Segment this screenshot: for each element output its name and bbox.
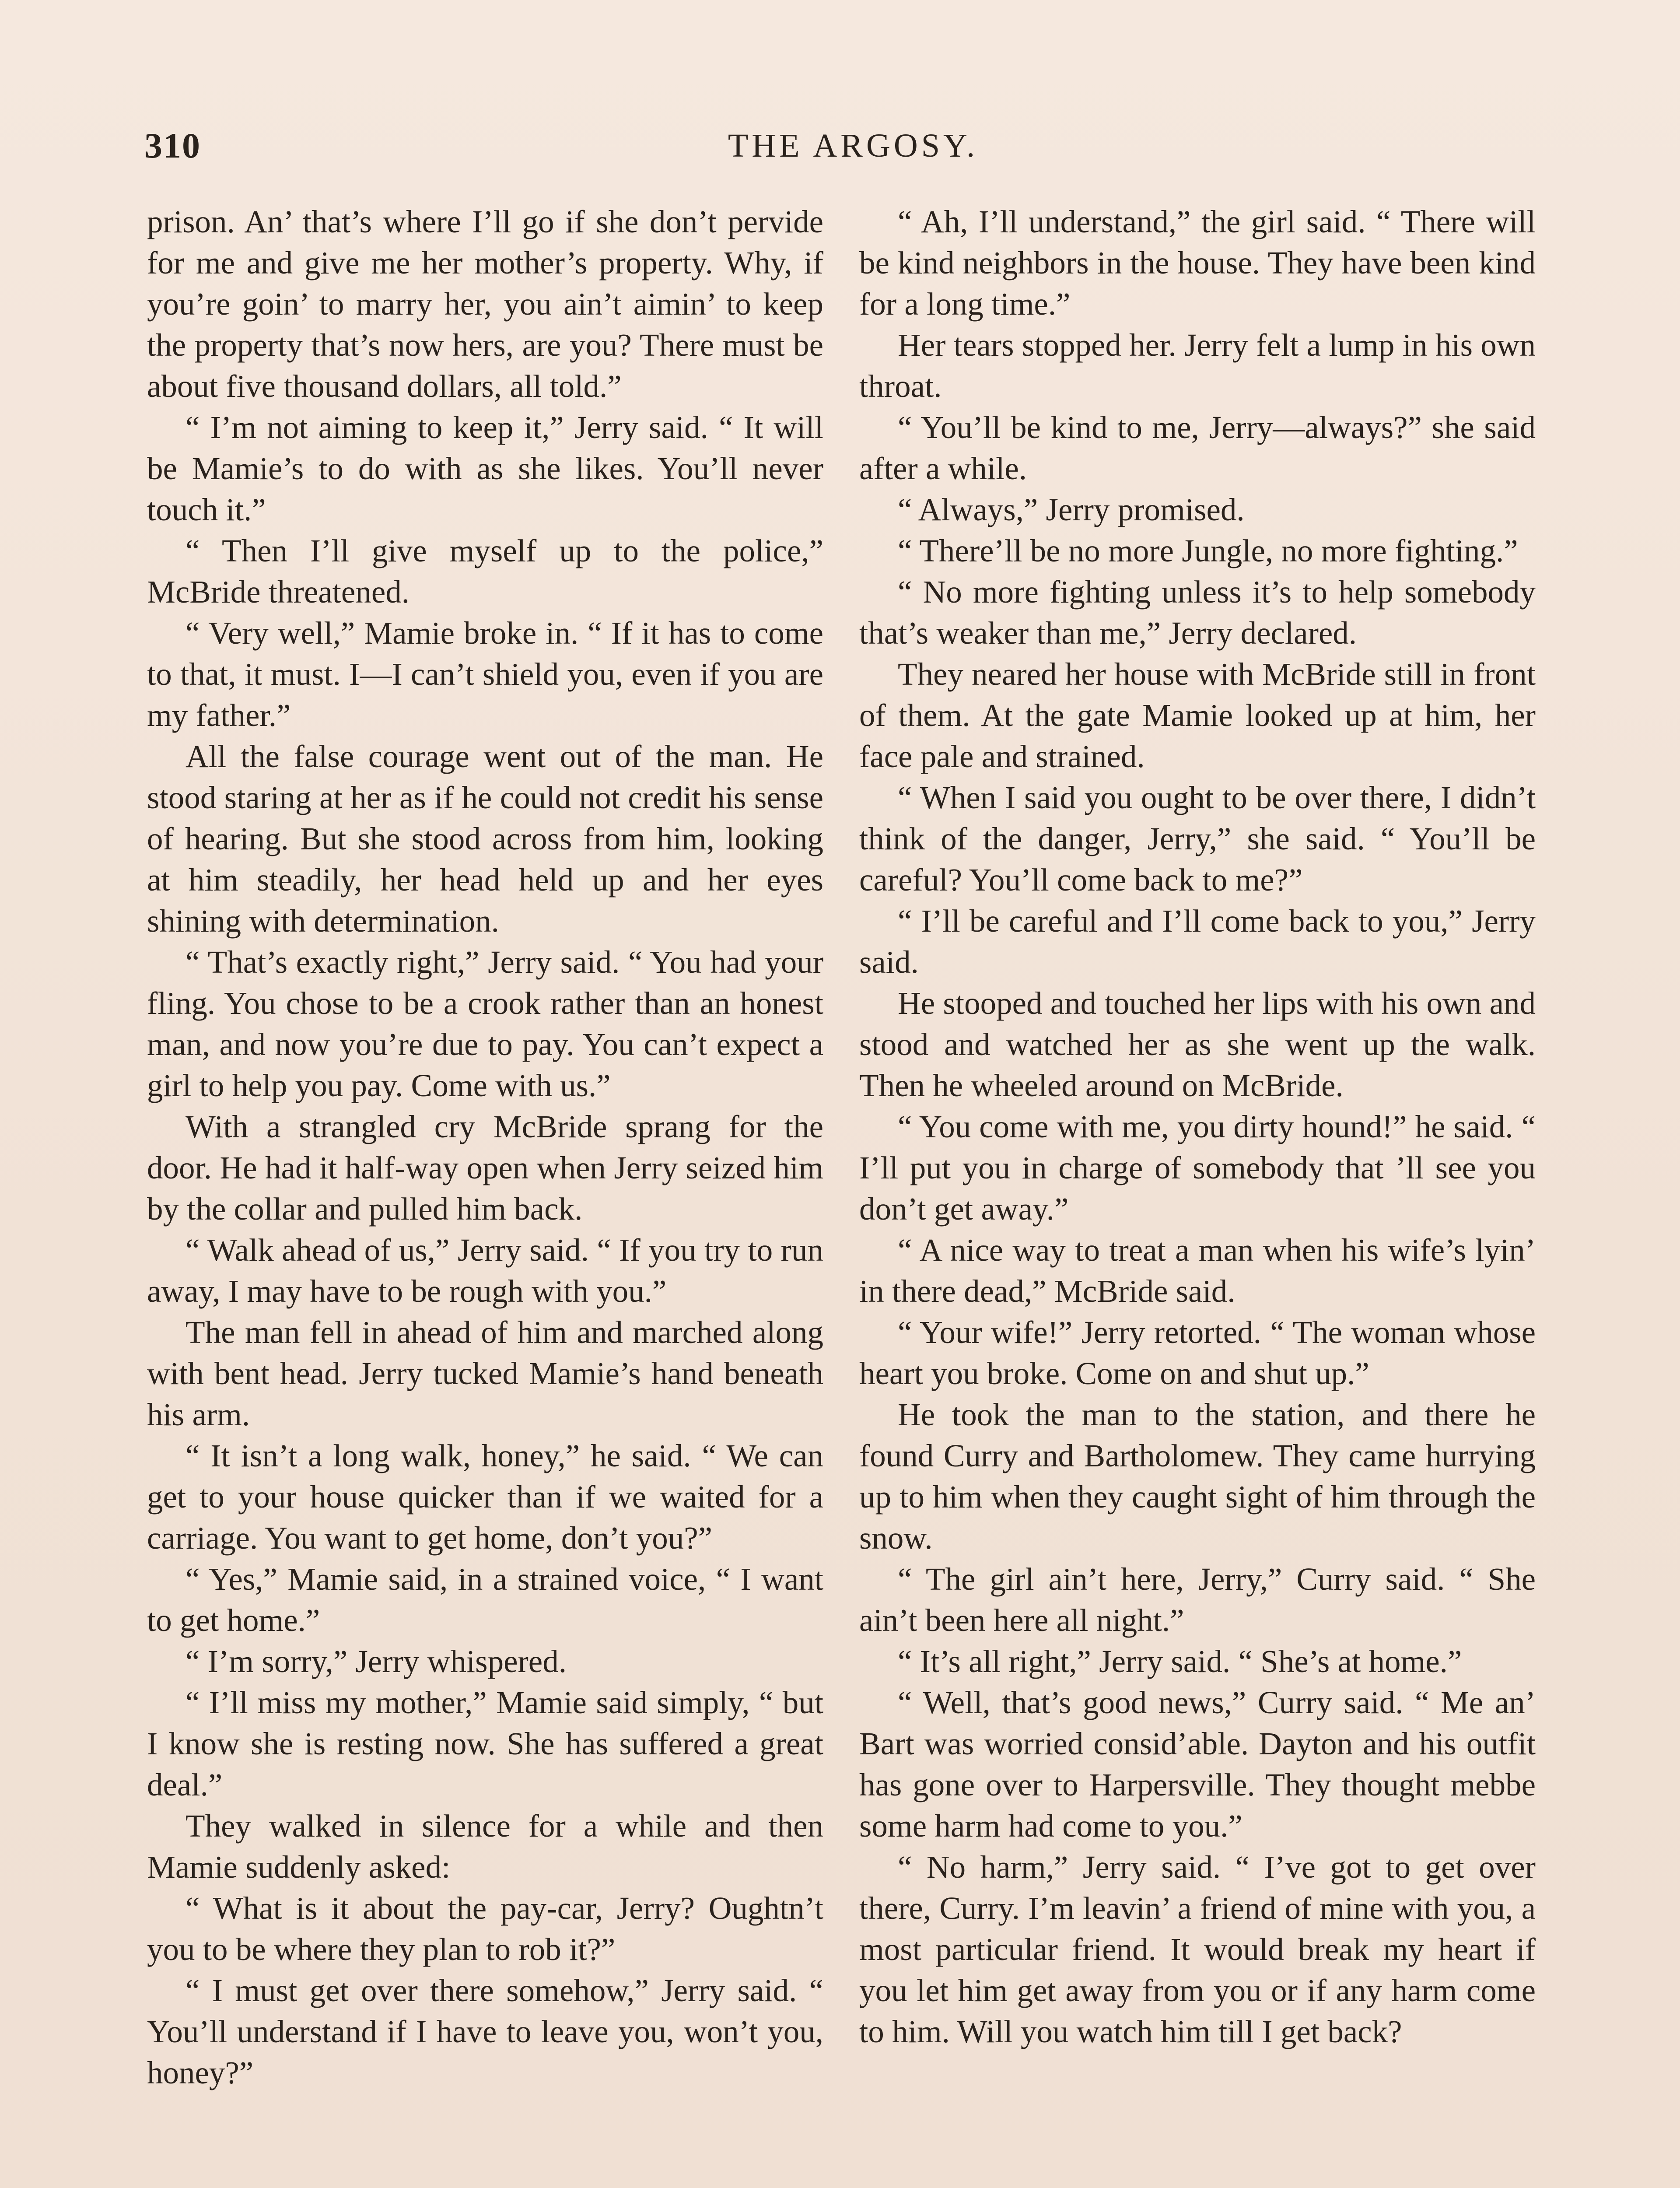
paragraph: They walked in silence for a while and then Mamie suddenly asked: (147, 1808, 823, 1885)
paragraph: “ It’s all right,” Jerry said. “ She’s at home.” (898, 1644, 1462, 1679)
paragraph: “ No harm,” Jerry said. “ I’ve got to get over there, Curry. I’m leavin’ a friend of mine with you, a most particular friend. It would break my heart if you let him get away from you or if any harm come to him. Will you watch him till I get back? (859, 1849, 1536, 2049)
paragraph: “ Very well,” Mamie broke in. “ If it has to come to that, it must. I—I can’t shield you, even if you are my father.” (147, 615, 823, 733)
paragraph: “ When I said you ought to be over there, I didn’t think of the danger, Jerry,” she said. “ You’ll be careful? You’ll come back to me?” (859, 780, 1536, 898)
paragraph: “ What is it about the pay-car, Jerry? Oughtn’t you to be where they plan to rob it?” (147, 1890, 823, 1967)
paragraph: With a strangled cry McBride sprang for the door. He had it half-way open when Jerry seized him by the collar and pulled him back. (147, 1109, 823, 1227)
paragraph: “ Walk ahead of us,” Jerry said. “ If you try to run away, I may have to be rough with you.” (147, 1232, 823, 1309)
paragraph: Her tears stopped her. Jerry felt a lump in his own throat. (859, 327, 1536, 404)
page-number: 310 (144, 126, 201, 165)
paragraph: They neared her house with McBride still in front of them. At the gate Mamie looked up at him, her face pale and strained. (859, 656, 1536, 774)
paragraph: “ No more fighting unless it’s to help somebody that’s weaker than me,” Jerry declared. (859, 574, 1536, 651)
paragraph: “ Your wife!” Jerry retorted. “ The woman whose heart you broke. Come on and shut up.” (859, 1315, 1536, 1391)
paragraph: “ It isn’t a long walk, honey,” he said. “ We can get to your house quicker than if we waited for a carriage. You want to get home, don’t you?” (147, 1438, 823, 1556)
page-header (144, 125, 1536, 178)
running-head: THE ARGOSY. (728, 127, 979, 164)
paragraph: “ Yes,” Mamie said, in a strained voice, “ I want to get home.” (147, 1561, 823, 1638)
paragraph: “ Always,” Jerry promised. (898, 492, 1245, 527)
paragraph: “ I’m not aiming to keep it,” Jerry said. “ It will be Mamie’s to do with as she likes. You’ll never touch it.” (147, 410, 823, 527)
paragraph: The man fell in ahead of him and marched along with bent head. Jerry tucked Mamie’s hand beneath his arm. (147, 1315, 823, 1432)
paragraph: “ You come with me, you dirty hound!” he said. “ I’ll put you in charge of somebody that ’ll see you don’t get away.” (859, 1109, 1536, 1227)
paragraph: “ I must get over there somehow,” Jerry said. “ You’ll understand if I have to leave you, won’t you, honey?” (147, 1973, 823, 2090)
paragraph: “ Ah, I’ll understand,” the girl said. “ There will be kind neighbors in the house. They have been kind for a long time.” (859, 204, 1536, 322)
paragraph: “ I’ll miss my mother,” Mamie said simply, “ but I know she is resting now. She has suffered a great deal.” (147, 1685, 823, 1802)
paragraph: “ Well, that’s good news,” Curry said. “ Me an’ Bart was worried consid’able. Dayton and his outfit has gone over to Harpersville. They thought mebbe some harm had come to you.” (859, 1685, 1536, 1844)
paragraph: “ You’ll be kind to me, Jerry—always?” she said after a while. (859, 410, 1536, 486)
paragraph: “ Then I’ll give myself up to the police,” McBride threatened. (147, 533, 823, 610)
paragraph: “ I’ll be careful and I’ll come back to you,” Jerry said. (859, 903, 1536, 980)
paragraph: “ That’s exactly right,” Jerry said. “ You had your fling. You chose to be a crook rather than an honest man, and now you’re due to pay. You can’t expect a girl to help you pay. Come with us.” (147, 944, 823, 1103)
paragraph: He took the man to the station, and there he found Curry and Bartholomew. They came hurrying up to him when they caught sight of him through the snow. (859, 1397, 1536, 1556)
paragraph: “ I’m sorry,” Jerry whispered. (186, 1644, 567, 1679)
paragraph: “ There’ll be no more Jungle, no more fighting.” (898, 533, 1518, 568)
paragraph: “ The girl ain’t here, Jerry,” Curry said. “ She ain’t been here all night.” (859, 1561, 1536, 1638)
right-column (859, 201, 1536, 2052)
left-column (147, 201, 823, 2093)
paragraph: “ A nice way to treat a man when his wife’s lyin’ in there dead,” McBride said. (859, 1232, 1536, 1309)
paragraph: He stooped and touched her lips with his own and stood and watched her as she went up the walk. Then he wheeled around on McBride. (859, 985, 1536, 1103)
paragraph: All the false courage went out of the man. He stood staring at her as if he could not credit his sense of hearing. But she stood across from him, looking at him steadily, her head held up and her eyes shining with determination. (147, 739, 823, 939)
paragraph: prison. An’ that’s where I’ll go if she don’t pervide for me and give me her mother’s property. Why, if you’re goin’ to marry her, you ain’t aimin’ to keep the property that’s now hers, are you? There must be about five thousand dollars, all told.” (147, 204, 823, 404)
